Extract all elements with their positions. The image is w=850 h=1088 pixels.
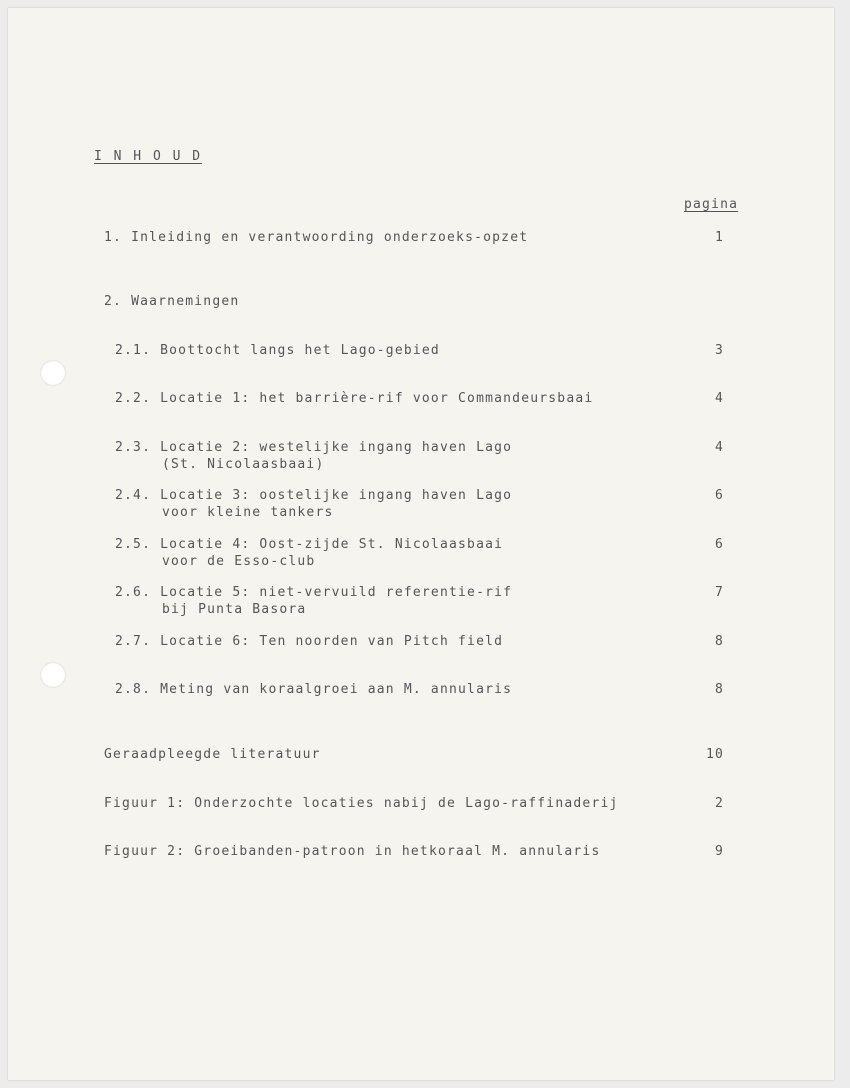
punch-hole-bottom (40, 662, 66, 688)
toc-entry-text: 2.7. Locatie 6: Ten noorden van Pitch field (115, 634, 504, 649)
toc-entry-continuation: bij Punta Basora (162, 602, 307, 617)
toc-entry-page: 6 (714, 537, 724, 552)
toc-entry-text: 2.1. Boottocht langs het Lago-gebied (115, 343, 440, 358)
toc-entry-continuation: voor kleine tankers (162, 505, 334, 520)
toc-entry-text: Geraadpleegde literatuur (104, 747, 321, 762)
toc-entry-page: 10 (705, 747, 724, 762)
toc-entry-page: 8 (714, 634, 724, 649)
toc-entry-page: 2 (714, 796, 724, 811)
toc-title: I N H O U D (94, 149, 203, 164)
toc-entry-text: 2.8. Meting van koraalgroei aan M. annularis (115, 682, 513, 697)
toc-entry-text: 2.5. Locatie 4: Oost-zijde St. Nicolaasbaai (115, 537, 504, 552)
toc-entry-text: 2.3. Locatie 2: westelijke ingang haven Lago (115, 440, 513, 455)
toc-entry-text: 2.6. Locatie 5: niet-vervuild referentie-rif (115, 585, 513, 600)
toc-entry-text: Figuur 1: Onderzochte locaties nabij de Lago-raffinaderij (104, 796, 619, 811)
toc-entry-page: 8 (714, 682, 724, 697)
punch-hole-top (40, 360, 66, 386)
toc-entry-text: Figuur 2: Groeibanden-patroon in hetkoraal M. annularis (104, 844, 601, 859)
toc-entry-text: 2. Waarnemingen (104, 294, 240, 309)
toc-entry-continuation: (St. Nicolaasbaai) (162, 457, 325, 472)
toc-entry-page: 9 (714, 844, 724, 859)
toc-entry-continuation: voor de Esso-club (162, 554, 316, 569)
toc-entry-page: 4 (714, 391, 724, 406)
toc-entry-text: 2.2. Locatie 1: het barrière-rif voor Commandeursbaai (115, 391, 594, 406)
toc-entry-page: 6 (714, 488, 724, 503)
toc-entry-text: 1. Inleiding en verantwoording onderzoeks-opzet (104, 230, 529, 245)
toc-entry-text: 2.4. Locatie 3: oostelijke ingang haven Lago (115, 488, 513, 503)
toc-entry-page: 7 (714, 585, 724, 600)
page-column-header: pagina (684, 197, 739, 212)
toc-entry-page: 4 (714, 440, 724, 455)
toc-entry-page: 3 (714, 343, 724, 358)
toc-entry-page: 1 (714, 230, 724, 245)
